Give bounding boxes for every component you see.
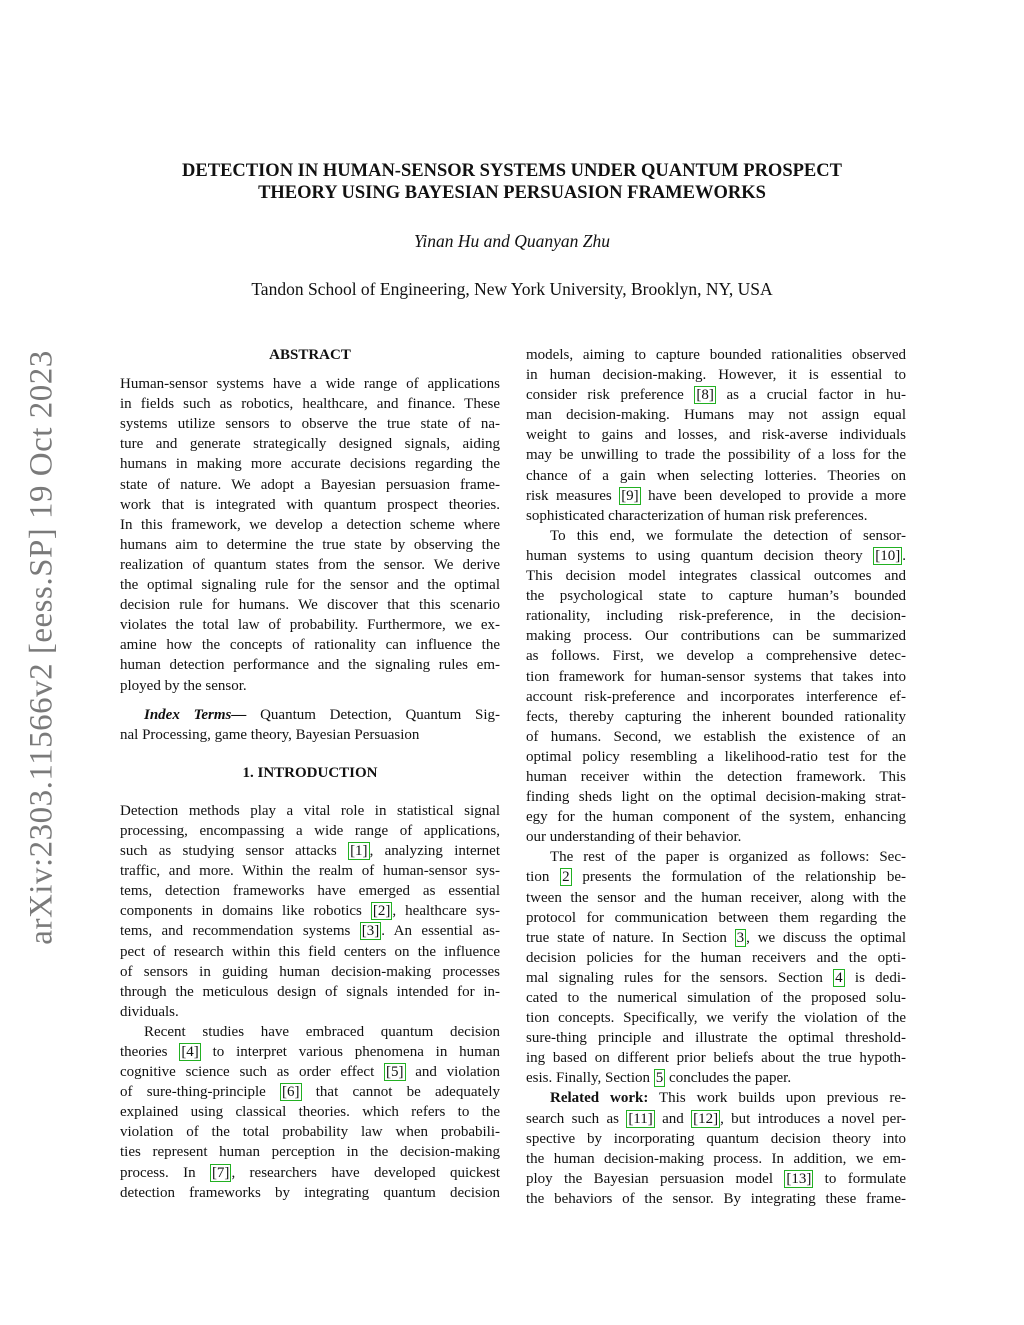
citation-link[interactable]: [1]: [350, 843, 368, 860]
abstract-line: amine how the concepts of rationality can influence the: [120, 637, 500, 654]
abstract-line: ployed by the sensor.: [120, 677, 247, 694]
text-line: through the meticulous design of signals intended for in-: [120, 983, 500, 1000]
text-line: the human decision-making process. In addition, we em-: [526, 1150, 906, 1167]
text-line: pect of research within this field centers on the influence: [120, 943, 500, 960]
citation-link[interactable]: [6]: [282, 1084, 300, 1101]
abstract-line: In this framework, we develop a detection scheme where: [120, 516, 500, 533]
abstract-line: Human-sensor systems have a wide range of applications: [120, 376, 500, 393]
text-line: spective by incorporating quantum decision theory into: [526, 1130, 906, 1147]
text-line: egy for the human component of the system, enhancing: [526, 809, 906, 826]
abstract-line: realization of quantum states from the sensor. We derive: [120, 556, 500, 573]
right-paragraph-4: Related work: This work builds upon previous re- search such as [11] and [12] , but introduces a novel per- spective by incorporating quantum decision theory into the human decision-making process. In addition, we em- ploy the Bayesian persuasion model [13] to formulate the behaviors of the sensor. By integrating these frame-: [526, 1088, 906, 1209]
citation-link[interactable]: [4]: [181, 1044, 199, 1060]
text-line: ties represent human perception in the decision-making: [120, 1144, 500, 1161]
right-column: [526, 345, 906, 1209]
text-line: in human decision-making. However, it is essential to: [526, 367, 906, 384]
paper-authors: Yinan Hu and Quanyan Zhu: [413, 231, 611, 251]
text-line: chance of a gain when selecting lotteries. Theories on: [526, 467, 906, 484]
abstract-line: in fields such as robotics, healthcare, and finance. These: [120, 396, 500, 413]
abstract-line: human detection performance and the signaling rules em-: [120, 657, 500, 674]
text-line: detection frameworks by integrating quantum decision: [120, 1184, 500, 1201]
citation-link[interactable]: [10]: [875, 547, 901, 564]
text-line: tion concepts. Specifically, we verify the violation of the: [526, 1010, 906, 1027]
text-line: tion framework for human-sensor systems that takes into: [526, 668, 906, 685]
title-line-1: DETECTION IN HUMAN-SENSOR SYSTEMS UNDER QUANTUM PROSPECT: [182, 161, 842, 181]
related-work-label: Related work:: [550, 1090, 649, 1107]
citation-link[interactable]: [12]: [693, 1110, 719, 1127]
text-line: explained using classical theories. which refers to the: [120, 1104, 500, 1121]
title-line-2: THEORY USING BAYESIAN PERSUASION FRAMEWORKS: [258, 183, 766, 203]
paper-affiliation: Tandon School of Engineering, New York University, Brooklyn, NY, USA: [251, 279, 773, 299]
text-line: optimal policy resembling a likelihood-ratio test for the: [526, 748, 906, 765]
text-line: models, aiming to capture bounded rationalities observed: [526, 347, 906, 363]
abstract-heading: ABSTRACT: [269, 347, 351, 363]
text-line: Recent studies have embraced quantum decision: [144, 1023, 500, 1040]
citation-link[interactable]: [8]: [696, 387, 714, 404]
text-line: protocol for communication between them regarding the: [526, 909, 906, 926]
text-line: of humans. Second, we establish the existence of an: [526, 728, 906, 745]
text-line: finding sheds light on the optimal decision-making strat-: [526, 789, 906, 806]
text-line: tems, detection frameworks have emerged as essential: [120, 883, 500, 900]
citation-link[interactable]: [13]: [786, 1170, 812, 1187]
section-link[interactable]: 4: [835, 969, 843, 986]
text-line: To this end, we formulate the detection of sensor-: [550, 527, 906, 544]
right-paragraph-3: The rest of the paper is organized as follows: Sec- tion 2 presents the formulation of the relationship be- tween the sensor and the human receiver, along with the protocol for communication between them regarding the true state of nature. In Section 3 , we discuss the optimal decision policies for the human receivers and the opti- mal signaling rules for the sensors. Section 4 is dedi- cated to the numerical simulation of the proposed solu- tion concepts. Specifically, we verify the violation of the sure-thing principle and illustrate the optimal threshold- ing based on different prior beliefs about the true hypoth- esis. Finally, Section 5 concludes the paper.: [526, 849, 907, 1087]
citation-link[interactable]: [11]: [628, 1110, 653, 1127]
index-terms-text: Quantum Detection, Quantum Sig-: [260, 706, 501, 723]
arxiv-id-text: arXiv:2303.11566v2 [eess.SP] 19 Oct 2023: [23, 350, 60, 945]
paper-title: [112, 160, 912, 204]
text-line: man decision-making. Humans may not assign equal: [526, 407, 906, 424]
text-line: as follows. First, we develop a comprehensive detec-: [526, 648, 906, 665]
section-link[interactable]: 5: [655, 1070, 664, 1087]
text-line: traffic, and more. Within the realm of human-sensor sys-: [120, 863, 500, 880]
text-line: tween the sensor and the human receiver, along with the: [526, 889, 906, 906]
intro-paragraph-1: Detection methods play a vital role in statistical signal processing, encompassing a wide range of applications, such as studying sensor attacks [1] , analyzing internet traffic, and more. Within the realm of human-sensor sys- tems, detection frameworks have emerged as essential components in domains like robotics [2] , healthcare sys- tems, and recommendation systems [3] . An essential as- pect of research within this field centers on the influence of sensors in guiding human decision-making processes through the meticulous design of signals intended for in- dividuals.: [120, 801, 500, 1022]
text-line: account risk-preference and incorporates interference ef-: [526, 688, 906, 705]
citation-link[interactable]: [7]: [211, 1164, 230, 1181]
abstract-line: the optimal signaling rule for the sensor and the optimal: [120, 577, 500, 594]
text-line: rationality, including risk-preference, in the decision-: [526, 608, 906, 625]
text-line: sophisticated characterization of human risk preferences.: [526, 507, 868, 524]
section-link[interactable]: 2: [562, 869, 570, 886]
text-line: the psychological state to capture human’s bounded: [526, 588, 906, 605]
abstract-line: violates the total law of probability. Furthermore, we ex-: [120, 617, 500, 634]
citation-link[interactable]: [2]: [372, 903, 391, 920]
citation-link[interactable]: [3]: [361, 923, 380, 940]
text-line: cated to the numerical simulation of the proposed solu-: [526, 990, 906, 1006]
abstract-line: decision rule for humans. We discover that this scenario: [120, 597, 500, 614]
index-terms-line-2: nal Processing, game theory, Bayesian Persuasion: [120, 726, 420, 743]
text-line: violation of the total probability law when probabili-: [120, 1124, 500, 1141]
intro-heading: 1. INTRODUCTION: [242, 764, 378, 781]
text-line: of sensors in guiding human decision-making processes: [120, 963, 500, 980]
text-line: human receiver within the detection framework. This: [526, 768, 906, 785]
text-line: ing based on different prior beliefs about the true hypoth-: [526, 1050, 906, 1067]
right-paragraph-2: To this end, we formulate the detection of sensor- human systems to using quantum decision theory [10] . This decision model integrates classical outcomes and the psychological state to capture human’s bounded rationality, including risk-preference, in the decision- making process. Our contributions can be summarized as follows. First, we develop a comprehensive detec- tion framework for human-sensor systems that takes into account risk-preference and incorporates interference ef- fects, thereby capturing the inherent bounded rationality of humans. Second, we establish the existence of an optimal policy resembling a likelihood-ratio test for the human receiver within the detection framework. This finding sheds light on the optimal decision-making strat- egy for the human component of the system, enhancing our understanding of their behavior.: [526, 526, 906, 848]
citation-link[interactable]: [5]: [386, 1064, 404, 1081]
arxiv-identifier: [12, 340, 72, 955]
text-line: making process. Our contributions can be summarized: [526, 628, 906, 645]
text-line: fects, thereby capturing the inherent bounded rationality: [526, 708, 906, 725]
text-line: weight to gains and losses, and risk-averse individuals: [526, 427, 906, 444]
text-line: processing, encompassing a wide range of applications,: [120, 822, 500, 839]
text-line: Detection methods play a vital role in statistical signal: [120, 802, 500, 819]
text-line: This decision model integrates classical outcomes and: [526, 568, 906, 585]
text-line: the behaviors of the sensor. By integrating these frame-: [526, 1190, 906, 1207]
citation-link[interactable]: [9]: [621, 487, 639, 504]
intro-paragraph-2: Recent studies have embraced quantum decision theories [4] to interpret various phenomena in human cognitive science such as order effect [5] and violation of sure-thing-principle [6] that cannot be adequately explained using classical theories. which refers to the violation of the total probability law when probabili- ties represent human perception in the decision-making process. In [7] , researchers have developed quickest detection frameworks by integrating quantum decision: [120, 1022, 500, 1203]
abstract-line: work that is integrated with quantum prospect theories.: [120, 496, 500, 513]
text-line: sure-thing principle and illustrate the optimal threshold-: [526, 1030, 906, 1047]
left-column: [120, 345, 500, 1203]
abstract-line: humans in making more accurate decisions regarding the: [120, 456, 500, 473]
abstract-body: [120, 374, 500, 696]
abstract-line: humans aim to determine the true state by observing the: [120, 536, 500, 553]
abstract-line: state of nature. We adopt a Bayesian persuasion frame-: [120, 476, 500, 493]
text-line: may be unwilling to trade the possibility of a loss for the: [526, 447, 906, 464]
text-line: decision policies for the human receivers and the opti-: [526, 949, 906, 966]
index-terms-label: Index Terms—: [144, 706, 247, 723]
abstract-line: ture and generate strategically designed signals, aiding: [120, 436, 500, 453]
index-terms: [120, 705, 500, 745]
section-link[interactable]: 3: [736, 929, 745, 946]
right-paragraph-1: models, aiming to capture bounded rationalities observed in human decision-making. However, it is essential to consider risk preference [8] as a crucial factor in hu- man decision-making. Humans may not assign equal weight to gains and losses, and risk-averse individuals may be unwilling to trade the possibility of a loss for the chance of a gain when selecting lotteries. Theories on risk measures [9] have been developed to provide a more sophisticated characterization of human risk preferences.: [526, 345, 906, 526]
abstract-line: systems utilize sensors to observe the true state of na-: [120, 416, 500, 433]
text-line: dividuals.: [120, 1003, 179, 1020]
text-line: our understanding of their behavior.: [526, 829, 742, 846]
text-line: The rest of the paper is organized as follows: Sec-: [550, 849, 906, 866]
